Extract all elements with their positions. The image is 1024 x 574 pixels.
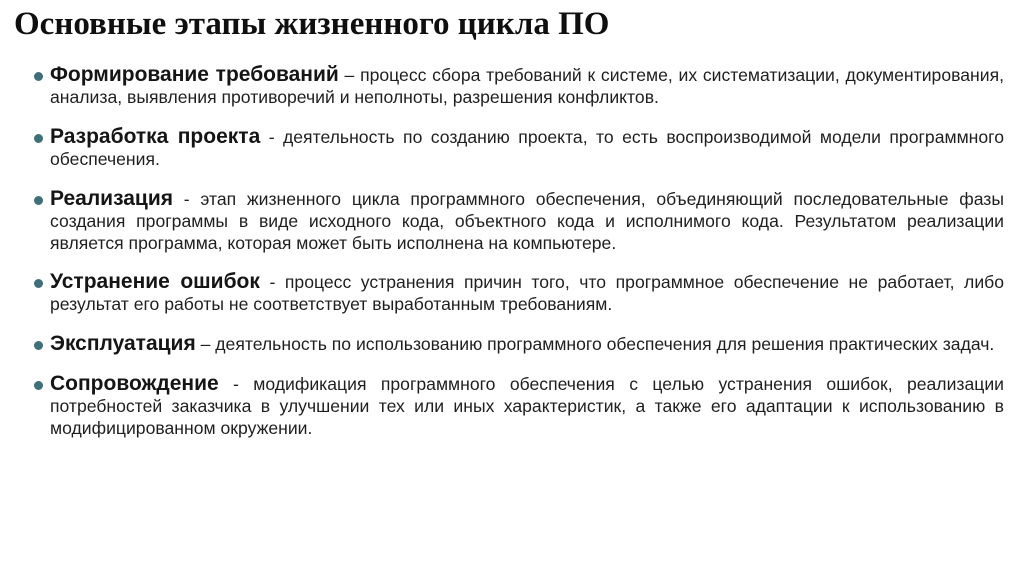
list-item-requirements: [34, 64, 1004, 108]
list-item-implementation: [34, 188, 1004, 254]
item-text: деятельность по использованию программного обеспечения для решения практических задач.: [215, 334, 995, 354]
bullet-icon: [34, 341, 43, 350]
stages-list: [34, 64, 1004, 457]
bullet-icon: [34, 381, 43, 390]
item-text: процесс сбора требований к системе, их систематизации, документирования, анализа, выявления противоречий и неполноты, разрешения конфликтов.: [50, 65, 1005, 107]
item-term: Реализация: [50, 187, 174, 210]
item-separator: -: [259, 272, 285, 292]
item-term: Формирование требований: [50, 63, 339, 86]
bullet-icon: [34, 72, 43, 81]
item-separator: -: [218, 374, 254, 394]
list-item-maintenance: [34, 373, 1004, 439]
list-item-design: [34, 126, 1004, 170]
list-item-operation: [34, 333, 1004, 355]
bullet-icon: [34, 134, 43, 143]
item-separator: -: [173, 189, 201, 209]
item-text: деятельность по созданию проекта, то есть воспроизводимой модели программного обеспечения.: [50, 127, 1004, 169]
list-item-debugging: [34, 271, 1004, 315]
item-text: модификация программного обеспечения с целью устранения ошибок, реализации потребностей заказчика в улучшении тех или иных характеристик, а также его адаптации к использованию в модифицированном окружении.: [50, 374, 1004, 438]
item-term: Сопровождение: [50, 372, 219, 395]
item-separator: -: [260, 127, 283, 147]
item-term: Эксплуатация: [50, 332, 196, 355]
bullet-icon: [34, 196, 43, 205]
item-term: Устранение ошибок: [50, 270, 260, 293]
item-separator: –: [195, 334, 216, 354]
bullet-icon: [34, 279, 43, 288]
item-text: процесс устранения причин того, что программное обеспечение не работает, либо результат его работы не соответствует выработанным требованиям.: [50, 272, 1005, 314]
item-text: этап жизненного цикла программного обеспечения, объединяющий последовательные фазы создания программы в виде исходного кода, объектного кода и исполнимого кода. Результатом реализации является программа, которая может быть исполнена на компьютере.: [50, 189, 1004, 253]
item-separator: –: [338, 65, 361, 85]
slide-title: Основные этапы жизненного цикла ПО: [14, 6, 610, 42]
item-term: Разработка проекта: [50, 125, 261, 148]
